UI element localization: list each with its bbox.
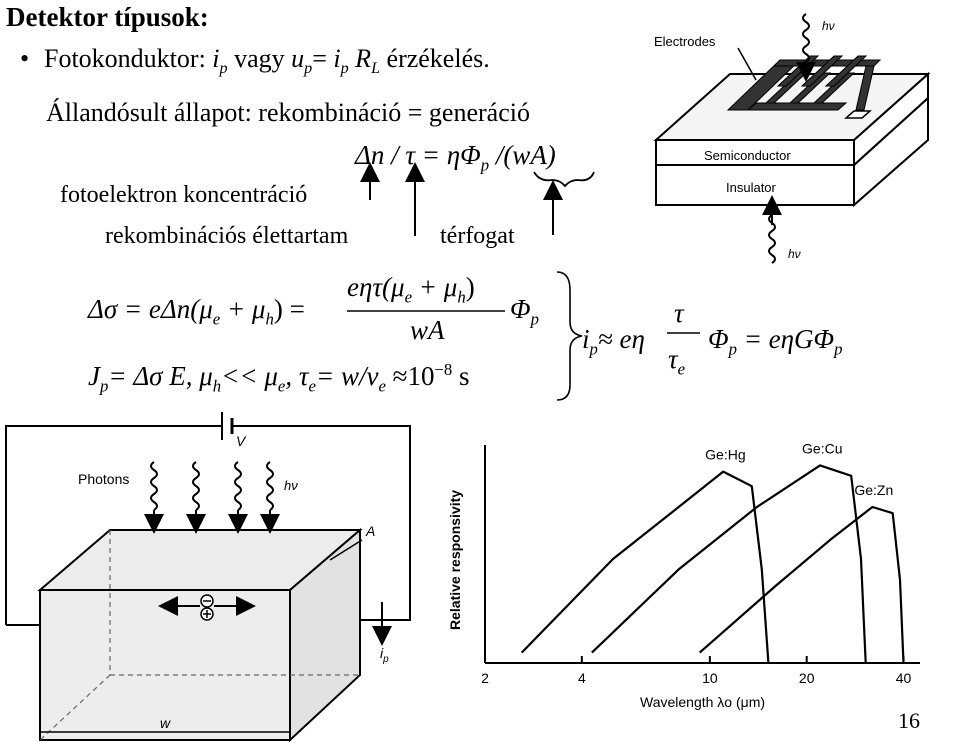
label-semiconductor: Semiconductor: [704, 148, 791, 163]
label-hv: hν: [284, 478, 298, 493]
eq2-denominator: wA: [410, 315, 445, 345]
eq4-rest: $\Phi_p = e\eta G\Phi_p$: [708, 324, 843, 359]
series-label-ge-hg: Ge:Hg: [705, 446, 746, 463]
photon-waves: [151, 462, 273, 510]
x-tick-label: 2: [481, 670, 489, 686]
bullet-photoconductor: • Fotokonduktor: $i_p$ vagy $u_p= i_p$ $R_L$ érzékelés.: [20, 44, 490, 78]
equation-generation: $\Delta n / \tau = \eta\Phi_p$ /(wA): [355, 140, 556, 175]
label-hv-bottom: hν: [788, 247, 801, 261]
eq4-frac-den: $\tau_e$: [668, 344, 686, 379]
x-tick-label: 20: [798, 670, 815, 686]
brace-volume: [534, 172, 594, 186]
series-lines: [522, 465, 904, 663]
x-tick-label: 4: [577, 670, 586, 686]
series-line-ge-cu: [592, 465, 866, 663]
x-ticks: [481, 656, 911, 686]
bullet-dot: •: [20, 44, 30, 73]
label-insulator: Insulator: [726, 180, 776, 195]
label-current: $i_p$: [380, 645, 389, 665]
label-volume: térfogat: [440, 223, 515, 249]
y-axis-label: Relative responsivity: [447, 489, 463, 630]
page-number: 16: [898, 708, 920, 733]
label-lifetime: rekombinációs élettartam: [105, 223, 349, 249]
x-tick-label: 40: [895, 670, 912, 686]
series-label-ge-zn: Ge:Zn: [854, 482, 894, 498]
device-figure: [648, 0, 960, 285]
photon-wave-top: [803, 14, 809, 62]
label-area: A: [366, 523, 376, 539]
x-axis-label: Wavelength λo (μm): [640, 694, 766, 710]
equation-current-density: $J_p= \Delta\sigma$ E, $\mu_h<< \mu_e$, $\tau_e= w/v_e \approx 10^{-8}$ s: [88, 360, 470, 396]
series-labels: [705, 440, 893, 498]
brace-right: [557, 272, 582, 400]
label-concentration: fotoelektron koncentráció: [60, 182, 308, 208]
label-voltage: V: [236, 433, 246, 449]
equation-photocurrent: $i_p\approx e\eta$: [582, 324, 645, 359]
responsivity-chart: [440, 425, 940, 725]
eq2-phi: $\Phi_p$: [510, 294, 539, 329]
series-line-ge-zn: [700, 507, 904, 663]
slide-title: Detektor típusok:: [6, 2, 209, 32]
series-label-ge-cu: Ge:Cu: [802, 440, 843, 457]
series-line-ge-hg: [522, 472, 769, 663]
steady-state-text: Állandósult állapot: rekombináció = generáció: [46, 98, 530, 127]
eq4-frac-num: τ: [674, 298, 684, 328]
label-width: w: [160, 715, 171, 731]
label-photons: Photons: [78, 471, 130, 487]
label-electrodes: Electrodes: [654, 34, 716, 49]
circuit-figure: [0, 410, 430, 742]
eq2-numerator: $e\eta\tau(\mu_e + \mu_h)$: [347, 272, 475, 307]
label-hv-top: hν: [822, 19, 835, 33]
equation-conductivity: $\Delta\sigma = e\Delta n(\mu_e + \mu_h)$ =: [88, 294, 305, 329]
x-tick-label: 10: [702, 670, 718, 686]
